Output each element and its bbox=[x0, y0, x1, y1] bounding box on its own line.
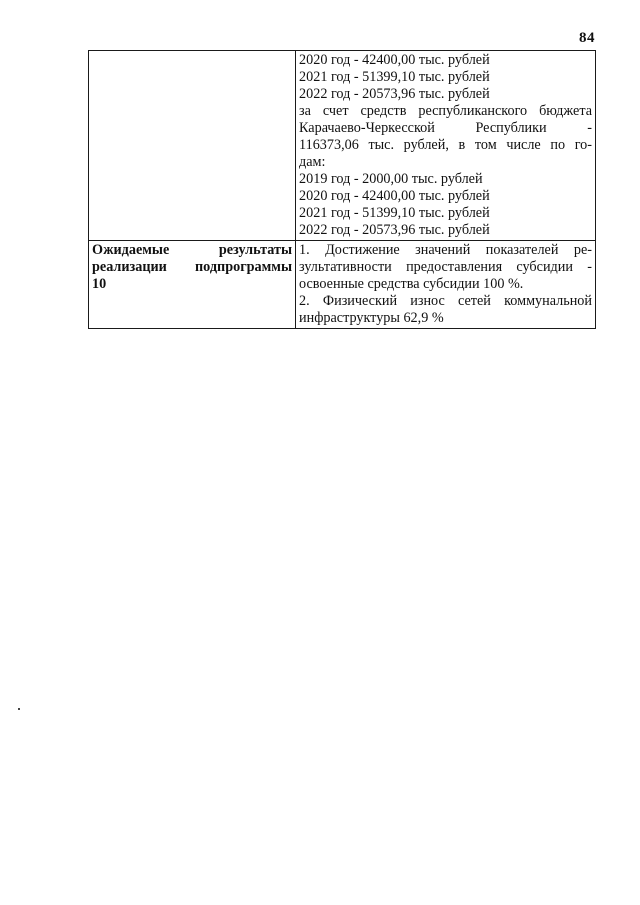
republic-funding-line: 116373,06 тыс. рублей, в том числе по го- bbox=[299, 137, 592, 153]
scan-speck bbox=[18, 708, 20, 710]
expected-results-label: 10 bbox=[92, 276, 107, 292]
republic-funding-line: дам: bbox=[299, 154, 326, 170]
result-item-1: освоенные средства субсидии 100 %. bbox=[299, 276, 524, 292]
result-item-1: 1. Достижение значений показателей ре- bbox=[299, 242, 592, 258]
expected-results-label: реализации подпрограммы bbox=[92, 259, 293, 275]
page-number: 84 bbox=[579, 30, 595, 46]
result-item-1: зультативности предоставления субсидии - bbox=[299, 259, 592, 275]
table-row-expected-results bbox=[89, 241, 596, 329]
funding-year-line: 2020 год - 42400,00 тыс. рублей bbox=[299, 52, 490, 68]
result-item-2: 2. Физический износ сетей коммунальной bbox=[299, 293, 592, 309]
expected-results-label: Ожидаемые результаты bbox=[92, 242, 293, 258]
funding-label-cell bbox=[89, 51, 296, 241]
table-row-funding bbox=[89, 51, 596, 241]
subprogram-table bbox=[88, 50, 596, 329]
funding-year-line: 2020 год - 42400,00 тыс. рублей bbox=[299, 188, 490, 204]
funding-cell bbox=[296, 51, 596, 241]
result-item-2: инфраструктуры 62,9 % bbox=[299, 310, 444, 326]
funding-year-line: 2021 год - 51399,10 тыс. рублей bbox=[299, 69, 490, 85]
funding-year-line: 2019 год - 2000,00 тыс. рублей bbox=[299, 171, 483, 187]
expected-results-label-cell bbox=[89, 241, 296, 329]
funding-year-line: 2021 год - 51399,10 тыс. рублей bbox=[299, 205, 490, 221]
funding-year-line: 2022 год - 20573,96 тыс. рублей bbox=[299, 222, 490, 238]
funding-year-line: 2022 год - 20573,96 тыс. рублей bbox=[299, 86, 490, 102]
republic-funding-line: за счет средств республиканского бюджета bbox=[299, 103, 592, 119]
republic-funding-line: Карачаево-Черкесской Республики - bbox=[299, 120, 592, 136]
expected-results-cell bbox=[296, 241, 596, 329]
